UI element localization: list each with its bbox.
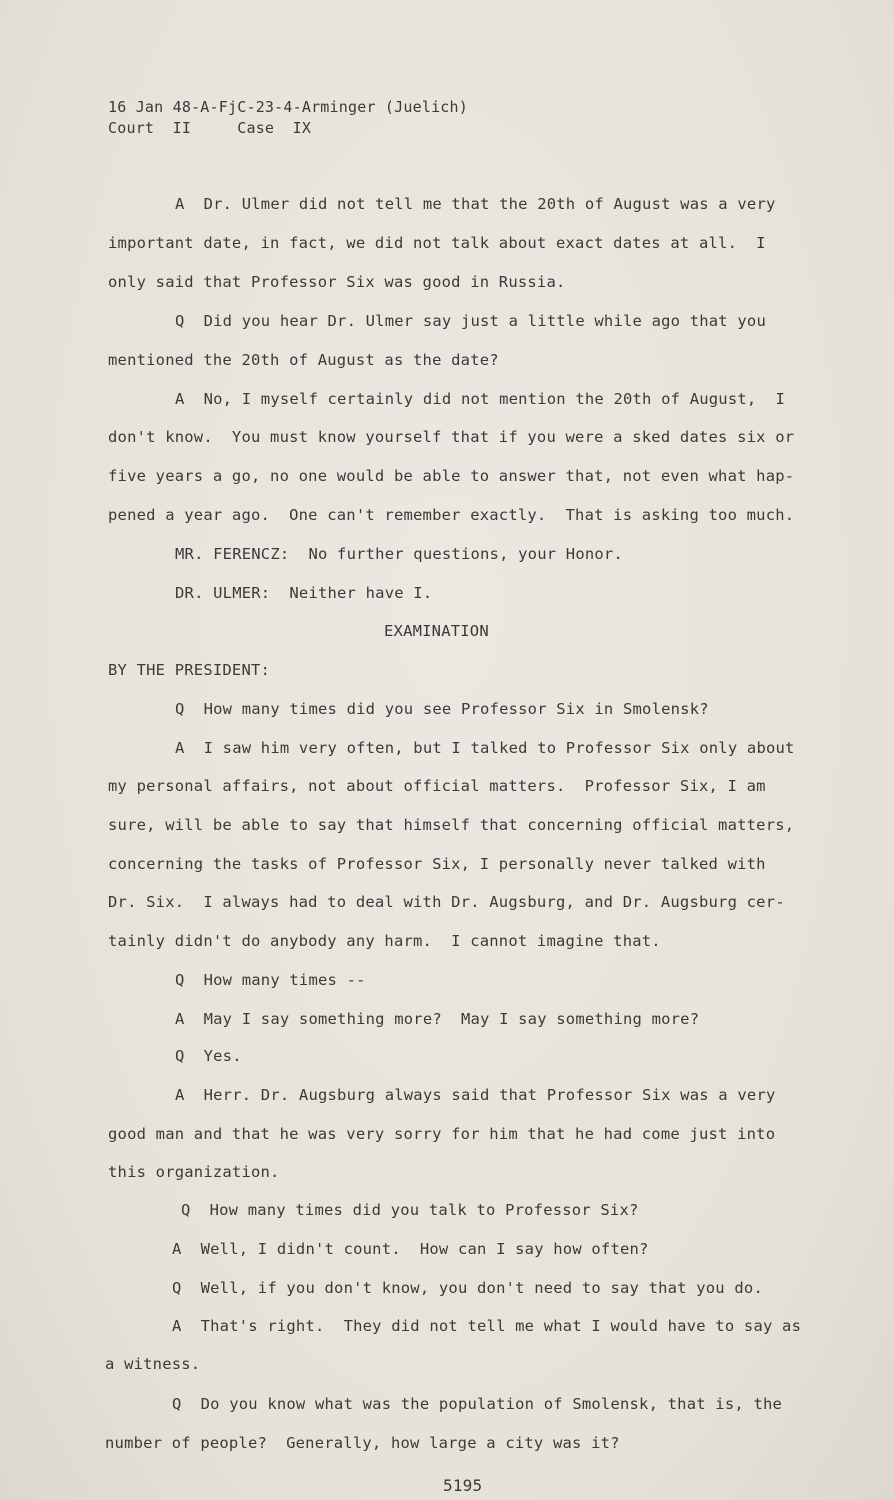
text-line: don't know. You must know yourself that if you were a sked dates six or	[108, 428, 795, 446]
text-line: Q How many times --	[175, 971, 366, 989]
section-heading: EXAMINATION	[384, 622, 489, 640]
text-line: A I saw him very often, but I talked to Professor Six only about	[175, 739, 795, 757]
text-line: a witness.	[105, 1355, 201, 1373]
page-number: 5195	[443, 1476, 483, 1495]
text-line: only said that Professor Six was good in Russia.	[108, 273, 566, 291]
text-line: mentioned the 20th of August as the date?	[108, 351, 499, 369]
text-line: number of people? Generally, how large a city was it?	[105, 1434, 620, 1452]
text-line: A Well, I didn't count. How can I say how often?	[172, 1240, 649, 1258]
text-line: MR. FERENCZ: No further questions, your Honor.	[175, 545, 623, 563]
text-line: my personal affairs, not about official matters. Professor Six, I am	[108, 777, 766, 795]
text-line: Q Do you know what was the population of Smolensk, that is, the	[172, 1395, 783, 1413]
text-line: Q Did you hear Dr. Ulmer say just a little while ago that you	[175, 312, 766, 330]
text-line: this organization.	[108, 1163, 280, 1181]
header-line-2: Court II Case IX	[108, 119, 312, 137]
text-line: A No, I myself certainly did not mention the 20th of August, I	[175, 390, 786, 408]
text-line: five years a go, no one would be able to answer that, not even what hap-	[108, 467, 795, 485]
text-line: concerning the tasks of Professor Six, I personally never talked with	[108, 855, 766, 873]
text-line: good man and that he was very sorry for him that he had come just into	[108, 1125, 776, 1143]
text-line: BY THE PRESIDENT:	[108, 661, 271, 679]
text-line: Q Yes.	[175, 1047, 242, 1065]
text-line: A Herr. Dr. Augsburg always said that Professor Six was a very	[175, 1086, 776, 1104]
text-line: pened a year ago. One can't remember exactly. That is asking too much.	[108, 506, 795, 524]
text-line: Q Well, if you don't know, you don't need to say that you do.	[172, 1279, 763, 1297]
text-line: A Dr. Ulmer did not tell me that the 20th of August was a very	[175, 195, 776, 213]
text-line: Q How many times did you see Professor Six in Smolensk?	[175, 700, 709, 718]
text-line: tainly didn't do anybody any harm. I cannot imagine that.	[108, 932, 661, 950]
text-line: DR. ULMER: Neither have I.	[175, 584, 433, 602]
text-line: sure, will be able to say that himself that concerning official matters,	[108, 816, 795, 834]
text-line: Q How many times did you talk to Professor Six?	[181, 1201, 639, 1219]
text-line: Dr. Six. I always had to deal with Dr. Augsburg, and Dr. Augsburg cer-	[108, 893, 785, 911]
header-line-1: 16 Jan 48-A-FjC-23-4-Arminger (Juelich)	[108, 98, 468, 116]
text-line: A May I say something more? May I say something more?	[175, 1010, 700, 1028]
text-line: A That's right. They did not tell me what I would have to say as	[172, 1317, 802, 1335]
text-line: important date, in fact, we did not talk about exact dates at all. I	[108, 234, 766, 252]
